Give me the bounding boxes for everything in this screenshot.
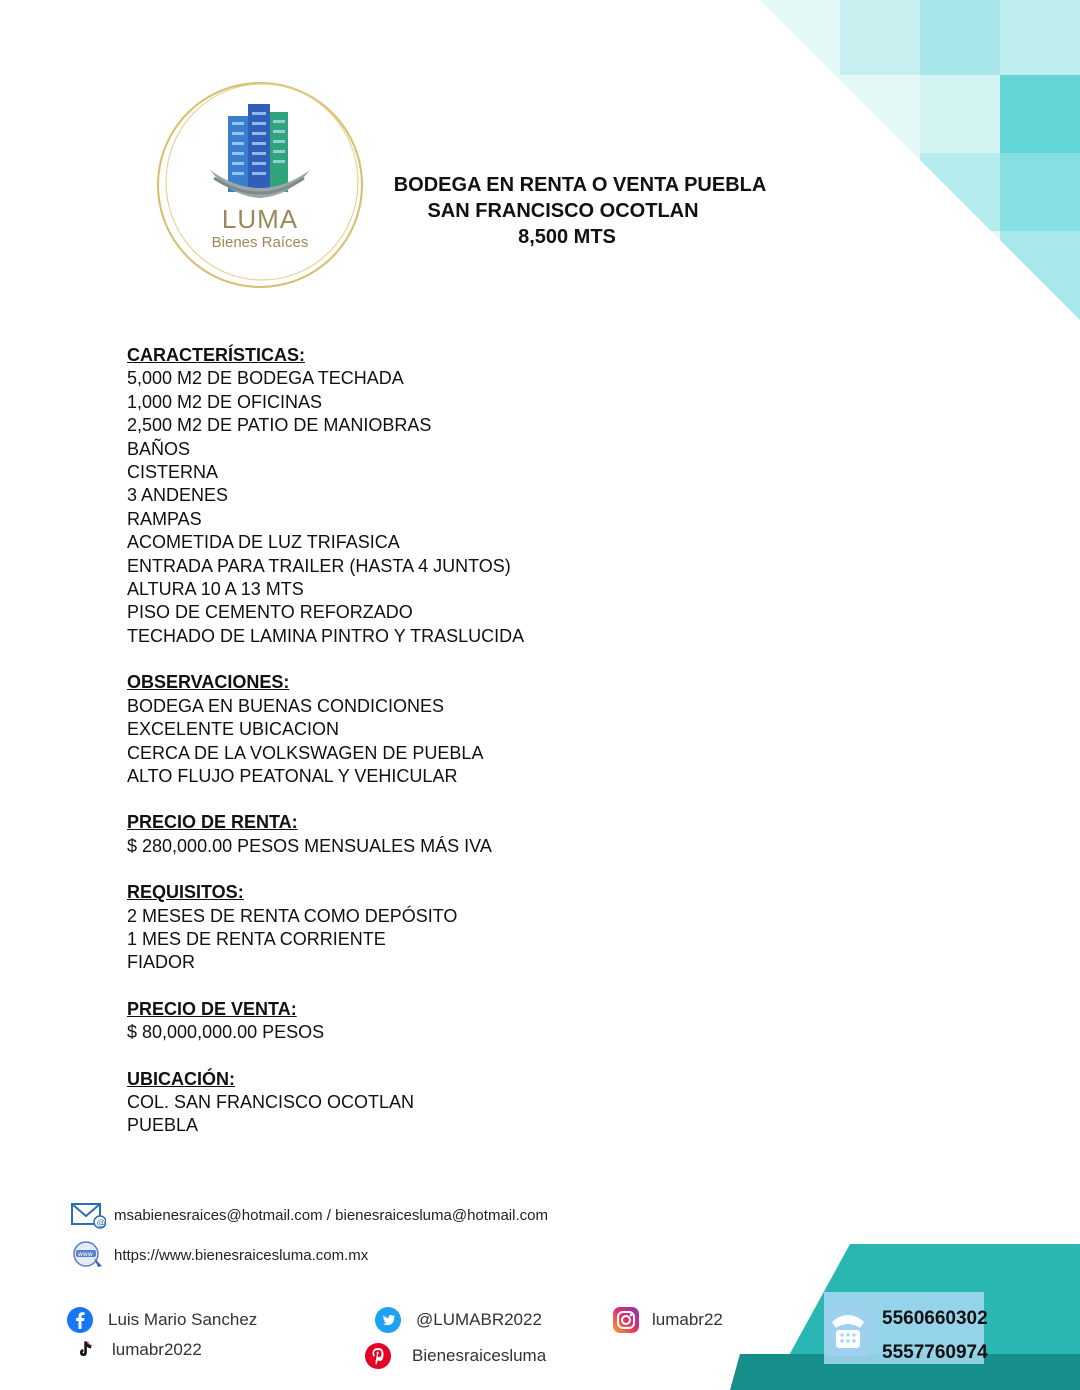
email-icon: [70, 1200, 106, 1230]
title-line-3: 8,500 MTS: [518, 226, 616, 248]
facebook-entry[interactable]: [66, 1306, 257, 1334]
facebook-name: Luis Mario Sanchez: [108, 1310, 258, 1329]
logo-subtitle: Bienes Raíces: [211, 234, 309, 251]
phone-number-2[interactable]: 5557760974: [882, 1342, 988, 1363]
list-item: ALTO FLUJO PEATONAL Y VEHICULAR: [127, 765, 458, 786]
list-item: COL. SAN FRANCISCO OCOTLAN: [127, 1091, 415, 1112]
list-item: $ 80,000,000.00 PESOS: [127, 1022, 325, 1043]
list-item: 2,500 M2 DE PATIO DE MANIOBRAS: [127, 415, 432, 436]
decorative-mosaic: [760, 0, 1080, 320]
instagram-icon: [612, 1306, 640, 1334]
website-link[interactable]: https://www.bienesraicesluma.com.mx: [114, 1246, 369, 1264]
list-item: RAMPAS: [127, 508, 202, 529]
list-item: ALTURA 10 A 13 MTS: [127, 579, 304, 600]
svg-text:www: www: [78, 1251, 93, 1258]
list-item: 3 ANDENES: [127, 485, 229, 506]
luma-logo: [150, 78, 370, 292]
list-item: PISO DE CEMENTO REFORZADO: [127, 602, 413, 623]
instagram-handle: lumabr22: [652, 1310, 723, 1329]
tiktok-entry[interactable]: [74, 1338, 202, 1362]
website-row: [70, 1240, 368, 1270]
telephone-icon: [824, 1302, 872, 1360]
list-item: $ 280,000.00 PESOS MENSUALES MÁS IVA: [127, 835, 492, 856]
pinterest-icon: [364, 1342, 392, 1370]
listing-title: [380, 172, 780, 250]
list-item: 5,000 M2 DE BODEGA TECHADA: [127, 368, 404, 389]
twitter-entry[interactable]: [374, 1306, 542, 1334]
title-line-2: SAN FRANCISCO OCOTLAN: [427, 200, 699, 222]
list-item: BODEGA EN BUENAS CONDICIONES: [127, 695, 445, 716]
email-row: [70, 1200, 548, 1230]
section-heading: REQUISITOS:: [127, 882, 244, 903]
section-precio-renta: [127, 811, 727, 858]
svg-text:@: @: [96, 1218, 106, 1229]
section-ubicacion: [127, 1068, 727, 1138]
list-item: ACOMETIDA DE LUZ TRIFASICA: [127, 532, 400, 553]
section-heading: OBSERVACIONES:: [127, 672, 290, 693]
section-requisitos: [127, 881, 727, 975]
twitter-handle: @LUMABR2022: [416, 1310, 542, 1329]
globe-icon: [70, 1240, 106, 1270]
list-item: 1,000 M2 DE OFICINAS: [127, 391, 323, 412]
list-item: EXCELENTE UBICACION: [127, 719, 340, 740]
phone-number-1[interactable]: 5560660302: [882, 1308, 988, 1329]
instagram-entry[interactable]: [612, 1306, 723, 1334]
section-heading: UBICACIÓN:: [127, 1068, 235, 1089]
list-item: CERCA DE LA VOLKSWAGEN DE PUEBLA: [127, 742, 484, 763]
section-heading: PRECIO DE VENTA:: [127, 998, 297, 1019]
list-item: CISTERNA: [127, 462, 219, 483]
listing-content: [127, 344, 727, 1161]
section-observaciones: [127, 671, 727, 788]
section-heading: CARACTERÍSTICAS:: [127, 345, 305, 365]
pinterest-entry[interactable]: [364, 1342, 546, 1370]
section-precio-venta: [127, 998, 727, 1045]
section-heading: PRECIO DE RENTA:: [127, 812, 298, 833]
logo-emblem: [150, 78, 370, 292]
logo-name: LUMA: [221, 204, 299, 234]
tiktok-handle: lumabr2022: [112, 1340, 202, 1359]
phone-numbers: [882, 1302, 988, 1370]
list-item: 2 MESES DE RENTA COMO DEPÓSITO: [127, 905, 458, 926]
email-addresses[interactable]: msabienesraices@hotmail.com / bienesraicesluma@hotmail.com: [114, 1206, 548, 1224]
title-line-1: BODEGA EN RENTA O VENTA PUEBLA: [393, 174, 767, 196]
pinterest-handle: Bienesraicesluma: [412, 1346, 547, 1365]
list-item: FIADOR: [127, 952, 196, 973]
list-item: TECHADO DE LAMINA PINTRO Y TRASLUCIDA: [127, 625, 525, 646]
section-caracteristicas: [127, 344, 727, 648]
list-item: PUEBLA: [127, 1115, 199, 1136]
tiktok-icon: [74, 1338, 98, 1362]
facebook-icon: [66, 1306, 94, 1334]
list-item: ENTRADA PARA TRAILER (HASTA 4 JUNTOS): [127, 555, 511, 576]
list-item: 1 MES DE RENTA CORRIENTE: [127, 928, 386, 949]
list-item: BAÑOS: [127, 438, 191, 459]
twitter-icon: [374, 1306, 402, 1334]
